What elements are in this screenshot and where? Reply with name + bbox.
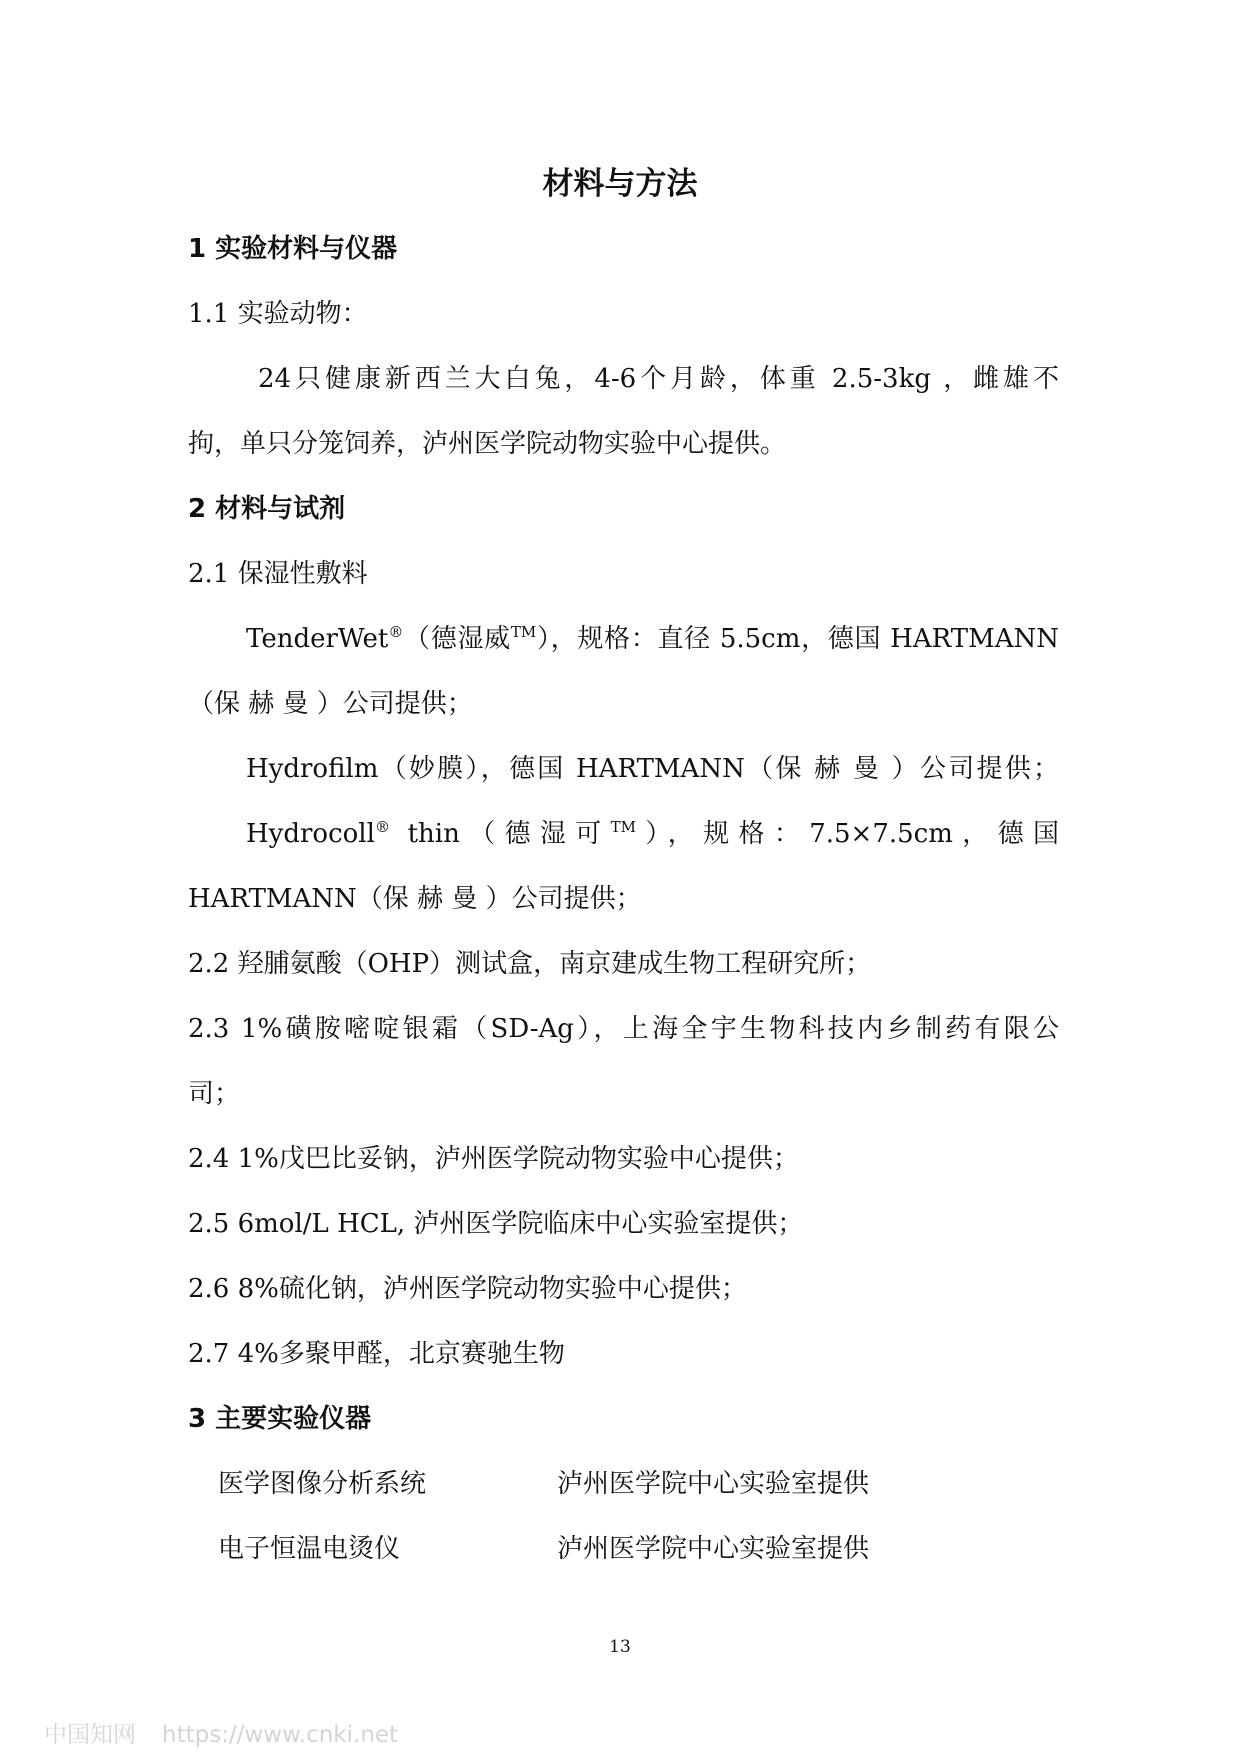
subsection-2-1: 2.1 保湿性敷料 — [188, 559, 368, 589]
subsection-1-1: 1.1 实验动物： — [188, 299, 368, 329]
tenderwet-line-1 — [246, 622, 1059, 656]
section-heading-1: 1 实验材料与仪器 — [188, 234, 398, 264]
subsection-2-6: 2.6 8%硫化钠，泸州医学院动物实验中心提供； — [188, 1274, 747, 1304]
page-title: 材料与方法 — [542, 166, 698, 202]
hydrocoll-cn-name: thin（德湿可 — [389, 819, 611, 849]
trademark-mark: TM — [510, 623, 537, 641]
section-heading-2: 2 材料与试剂 — [188, 494, 346, 524]
registered-mark: ® — [374, 818, 390, 836]
instrument-source: 泸州医学院中心实验室提供 — [557, 1469, 870, 1499]
watermark-url: https://www.cnki.net — [162, 1722, 399, 1748]
tenderwet-spec: ），规格：直径 5.5cm，德国 HARTMANN — [536, 624, 1059, 654]
watermark — [44, 1716, 398, 1749]
hydrocoll-line-1 — [246, 817, 1059, 851]
paragraph-animals-line-1: 24只健康新西兰大白兔，4-6个月龄，体重 2.5-3kg ，雌雄不 — [258, 364, 1059, 394]
trademark-mark: TM — [610, 818, 637, 836]
subsection-2-2: 2.2 羟脯氨酸（OHP）测试盒，南京建成生物工程研究所； — [188, 949, 872, 979]
section-heading-3: 3 主要实验仪器 — [188, 1404, 372, 1434]
watermark-brand: 中国知网 — [44, 1722, 136, 1748]
subsection-2-7: 2.7 4%多聚甲醛，北京赛驰生物 — [188, 1339, 565, 1369]
tenderwet-cn-name: （德湿威 — [403, 624, 511, 654]
registered-mark: ® — [388, 623, 404, 641]
page-number: 13 — [609, 1637, 631, 1657]
tenderwet-name: TenderWet — [246, 624, 389, 654]
instrument-name: 电子恒温电烫仪 — [218, 1534, 401, 1564]
hydrocoll-spec: ），规格：7.5×7.5cm，德国 — [636, 819, 1059, 849]
tenderwet-line-2: （保 赫 曼 ）公司提供； — [188, 689, 473, 719]
hydrofilm-line: Hydrofilm（妙膜），德国 HARTMANN（保 赫 曼 ）公司提供； — [246, 754, 1059, 784]
paragraph-animals-line-2: 拘，单只分笼饲养，泸州医学院动物实验中心提供。 — [188, 429, 787, 459]
subsection-2-5: 2.5 6mol/L HCL, 泸州医学院临床中心实验室提供； — [188, 1209, 804, 1239]
subsection-2-3-line-2: 司； — [188, 1079, 241, 1109]
instrument-source: 泸州医学院中心实验室提供 — [557, 1534, 870, 1564]
instrument-row — [218, 1467, 426, 1501]
hydrocoll-line-2: HARTMANN（保 赫 曼 ）公司提供； — [188, 884, 642, 914]
hydrocoll-name: Hydrocoll — [246, 819, 375, 849]
subsection-2-3-line-1: 2.3 1%磺胺嘧啶银霜（SD-Ag），上海全宇生物科技内乡制药有限公 — [188, 1014, 1059, 1044]
subsection-2-4: 2.4 1%戊巴比妥钠，泸州医学院动物实验中心提供； — [188, 1144, 799, 1174]
instrument-row — [218, 1532, 400, 1566]
instrument-name: 医学图像分析系统 — [218, 1469, 427, 1499]
